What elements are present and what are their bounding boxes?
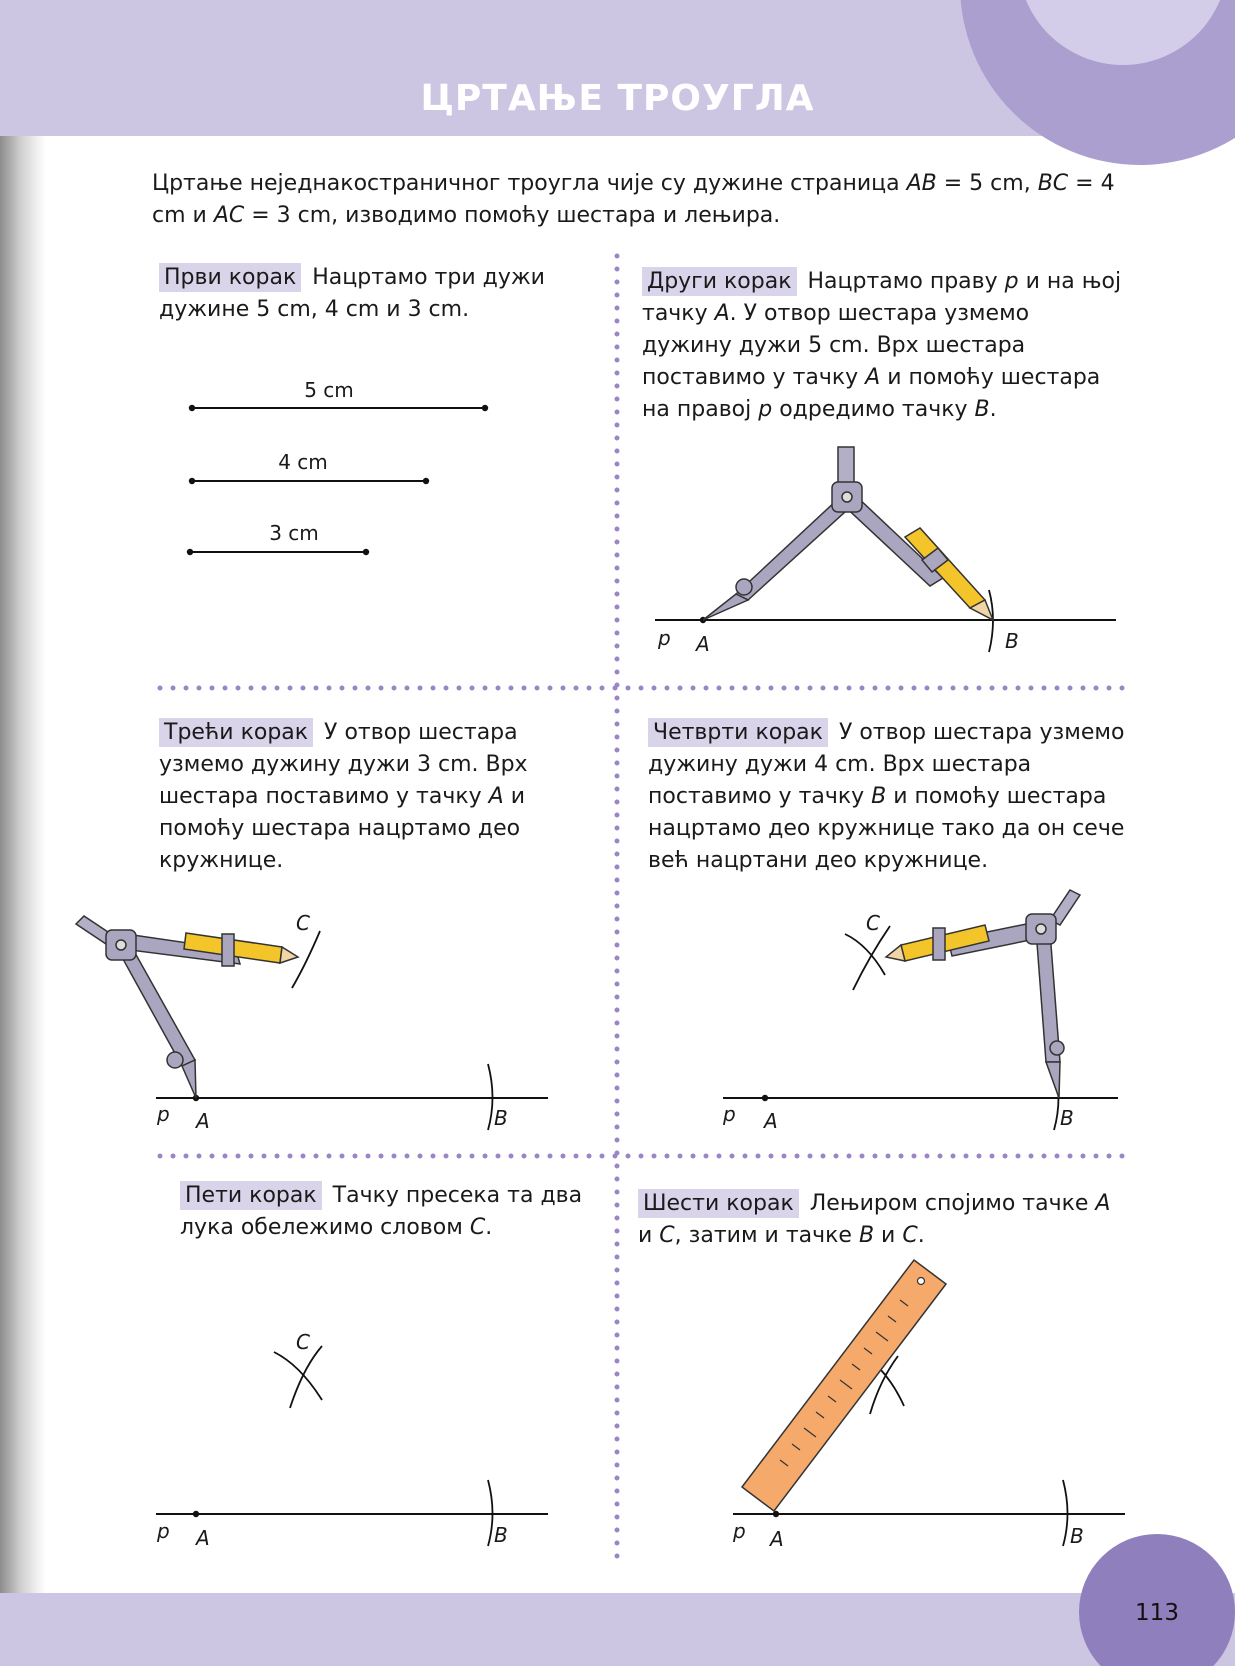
step-2-a: A (714, 301, 730, 326)
segment-3cm-label: 3 cm (269, 521, 319, 545)
step-3-body-1: У отвор шестара узмемо дужину дужи 3 cm. Врх шестара поставимо у тачку (159, 720, 528, 809)
step-5-body-2: . (485, 1215, 493, 1240)
step-3-tag: Трећи корак (159, 718, 313, 747)
compass-icon (76, 916, 298, 1098)
segment-3cm (187, 521, 369, 555)
step-3-figure (76, 911, 548, 1133)
step-5-c: C (469, 1215, 486, 1240)
segment-4cm (189, 450, 429, 484)
pencil-icon (886, 925, 989, 961)
intro-text-4: = 3 cm, изводимо помоћу шестара и лењира. (244, 203, 781, 228)
step-2-figure (655, 447, 1116, 656)
step-2-p2: p (758, 397, 773, 422)
step-6-c2: C (902, 1223, 918, 1248)
label-c: C (296, 911, 310, 935)
segment-5cm-label: 5 cm (304, 378, 354, 402)
point-a (773, 1511, 779, 1517)
label-c: C (866, 911, 880, 935)
step-2-a2: A (865, 365, 881, 390)
step-2-b: B (974, 397, 990, 422)
label-p: p (733, 1519, 746, 1543)
step-6-body-3: , затим и тачке (674, 1223, 859, 1248)
label-p: p (658, 626, 671, 650)
label-c: C (296, 1330, 310, 1354)
step-6-a: A (1095, 1191, 1111, 1216)
intro-ac: AC (213, 203, 245, 228)
compass-icon (703, 447, 993, 620)
label-b: B (494, 1106, 508, 1130)
step-5-body-1: Тачку пресека та два лука обележимо словом (180, 1183, 583, 1240)
step-4-tag: Четврти корак (648, 718, 828, 747)
arc-a (845, 934, 885, 975)
step-6-body-1: Лењиром спојимо тачке (802, 1191, 1096, 1216)
ruler-icon (742, 1260, 946, 1511)
step-2-body-4: и помоћу шестара на правој (642, 365, 1101, 422)
label-b: B (1070, 1524, 1084, 1548)
intro-text-1: Цртање неједнакостраничног троугла чије су дужине страница (152, 171, 907, 196)
step-2-body-5: одредимо тачку (772, 397, 975, 422)
label-a: A (196, 1109, 210, 1133)
step-4-body-2: и помоћу шестара нацртамо део кружнице тако да он сече већ нацртани део кружнице. (648, 784, 1125, 873)
point-a (193, 1511, 199, 1517)
step-6-body-4: и (874, 1223, 903, 1248)
step-6-b: B (858, 1223, 875, 1248)
page-number: 113 (1135, 1600, 1179, 1626)
label-p: p (157, 1102, 170, 1126)
label-p: p (723, 1102, 736, 1126)
step-6-body-5: . (917, 1223, 925, 1248)
compass-icon (886, 890, 1080, 1098)
arc-b-partial (853, 926, 890, 990)
intro-text-3: = 4 cm и (152, 171, 1115, 228)
step-2-tag: Други корак (642, 267, 797, 296)
label-p: p (157, 1519, 170, 1543)
step-6-body-2: и (638, 1223, 660, 1248)
label-a: A (764, 1109, 778, 1133)
step-6-tag: Шести корак (638, 1189, 799, 1218)
pencil-icon (184, 933, 298, 966)
step-3-body-2: и помоћу шестара нацртамо део кружнице. (159, 784, 526, 873)
step-2-body-2: и на њој тачку (642, 269, 1122, 326)
label-b: B (494, 1523, 508, 1547)
step-2-body-6: . (989, 397, 997, 422)
step-1-tag: Први корак (159, 263, 301, 292)
step-4-b: B (871, 784, 887, 809)
segment-4cm-label: 4 cm (278, 450, 328, 474)
intro-text-2: = 5 cm, (936, 171, 1038, 196)
label-a: A (196, 1526, 210, 1550)
segment-5cm (189, 378, 488, 411)
step-3-a: A (488, 784, 504, 809)
step-5-figure (156, 1330, 548, 1550)
label-b: B (1060, 1106, 1074, 1130)
step-6-c: C (659, 1223, 675, 1248)
step-4-body-1: У отвор шестара узмемо дужину дужи 4 cm. Врх шестара поставимо у тачку (648, 720, 1125, 809)
point-a (762, 1095, 768, 1101)
arc-a (274, 1352, 322, 1400)
arc-a (292, 931, 320, 988)
step-6-figure (732, 1260, 1125, 1551)
step-4-figure (722, 890, 1118, 1133)
intro-bc: BC (1037, 171, 1069, 196)
intro-ab: AB (906, 171, 937, 196)
step-5-tag: Пети корак (180, 1181, 322, 1210)
label-b: B (1005, 629, 1019, 653)
step-1-body: Нацртамо три дужи дужине 5 cm, 4 cm и 3 cm. (159, 265, 545, 322)
step-2-body-1: Нацртамо праву (800, 269, 1005, 294)
step-2-body-3: . У отвор шестара узмемо дужину дужи 5 cm. Врх шестара поставимо у тачку (642, 301, 1030, 390)
label-a: A (696, 632, 710, 656)
step-2-p: p (1004, 269, 1019, 294)
label-a: A (770, 1527, 784, 1551)
page-title: ЦРТАЊЕ ТРОУГЛА (420, 78, 815, 119)
